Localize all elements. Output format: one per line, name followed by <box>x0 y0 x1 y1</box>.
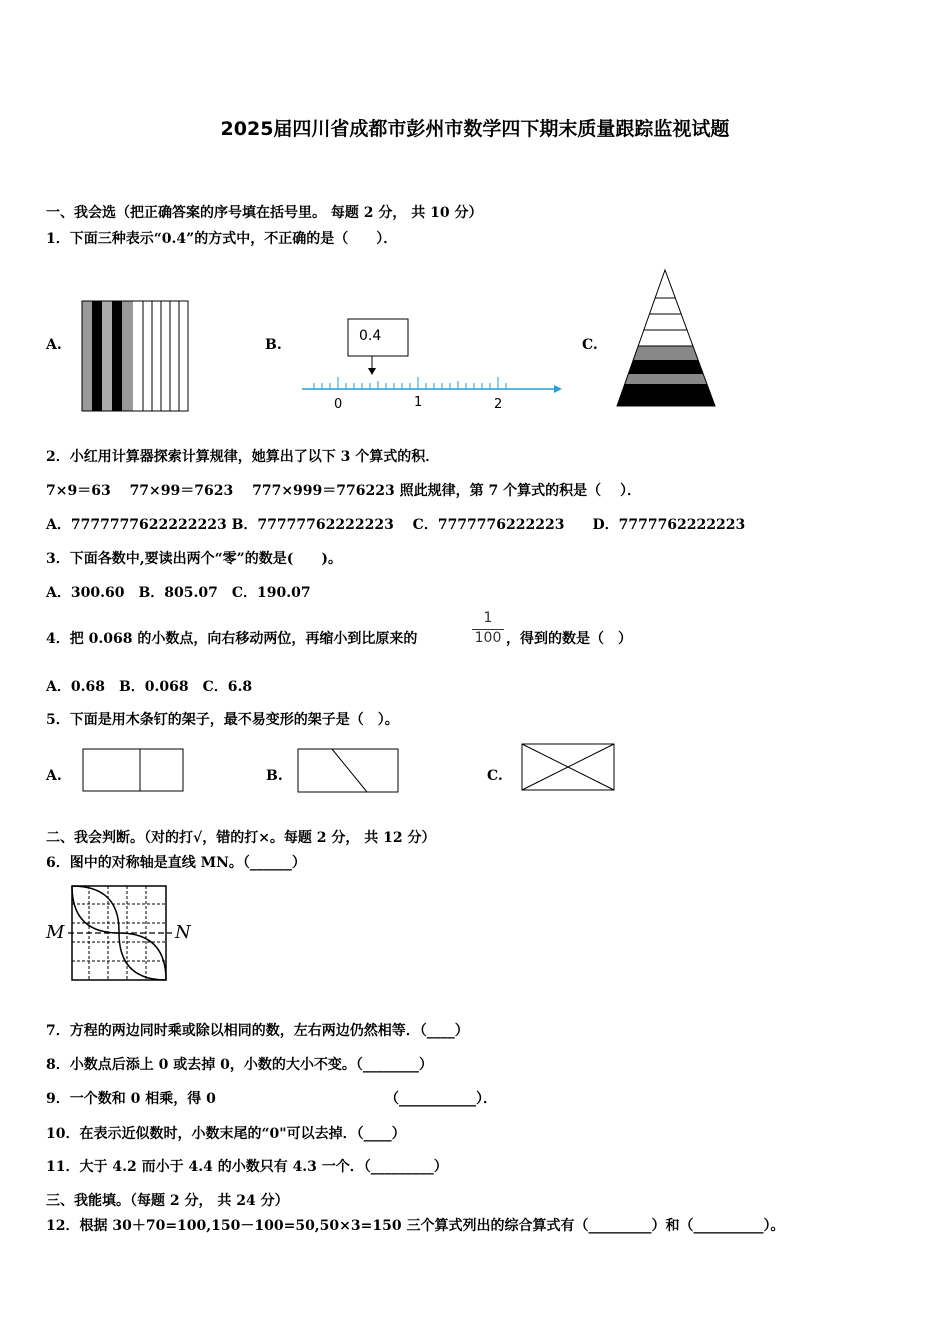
question-3-options: A．300.60 B．805.07 C．190.07 <box>46 585 311 601</box>
question-8-text: 8．小数点后添上 0 或去掉 0，小数的大小不变。（________） <box>46 1057 433 1073</box>
question-7-text: 7．方程的两边同时乘或除以相同的数，左右两边仍然相等．（____） <box>46 1023 469 1039</box>
fraction-denominator: 100 <box>474 630 502 646</box>
section2-header: 二、我会判断。（对的打√，错的打×。每题 2 分， 共 12 分） <box>46 830 436 846</box>
q6-figure-symmetry-grid <box>70 884 168 982</box>
question-2-options: A．7777777622222223 B．77777762222223 C．7777776222223 D．7777762222223 <box>46 517 746 533</box>
question-2-formulas: 7×9＝63 77×99＝7623 777×999＝776223 照此规律，第 7 个算式的积是（ ）． <box>46 483 641 499</box>
number-line-tick-label-1: 1 <box>414 395 423 410</box>
q5-figure-b-diagonal-rectangle <box>297 748 399 793</box>
q1-figure-c-striped-triangle <box>612 268 720 410</box>
question-2-text: 2．小红用计算器探索计算规律，她算出了以下 3 个算式的积． <box>46 449 440 465</box>
number-line-tick-label-2: 2 <box>494 397 503 412</box>
q5-option-a-label: A. <box>46 768 62 784</box>
number-line-tick-label-0: 0 <box>334 397 343 412</box>
page-title: 2025届四川省成都市彭州市数学四下期末质量跟踪监视试题 <box>220 118 730 140</box>
question-6-text: 6．图中的对称轴是直线 MN。（______） <box>46 855 306 871</box>
question-11-text: 11．大于 4.2 而小于 4.4 的小数只有 4.3 一个．（_________） <box>46 1159 448 1175</box>
question-4-text-before: 4．把 0.068 的小数点，向右移动两位，再缩小到比原来的 <box>46 631 418 647</box>
q1-option-c-label: C. <box>582 337 598 353</box>
question-5-text: 5．下面是用木条钉的架子，最不易变形的架子是（ ）。 <box>46 712 399 728</box>
question-3-text: 3．下面各数中,要读出两个“零”的数是( )。 <box>46 551 342 567</box>
q5-figure-a-divided-rectangle <box>82 748 184 792</box>
question-10-text: 10．在表示近似数时，小数末尾的“0"可以去掉．（____） <box>46 1126 406 1142</box>
question-9-text: 9．一个数和 0 相乘，得 0 <box>46 1091 216 1107</box>
section3-header: 三、我能填。（每题 2 分， 共 24 分） <box>46 1193 289 1209</box>
question-9-blank: （___________）． <box>385 1091 497 1107</box>
question-4-options: A．0.68 B．0.068 C．6.8 <box>46 679 253 695</box>
question-1-text: 1．下面三种表示“0.4”的方式中，不正确的是（ ）． <box>46 231 398 247</box>
question-12-text: 12．根据 30＋70=100,150－100=50,50×3=150 三个算式列出的综合算式有（_________）和（__________）。 <box>46 1218 785 1234</box>
q1-figure-a-striped-rectangle <box>80 300 190 412</box>
label-m: M <box>46 922 65 943</box>
q5-option-b-label: B. <box>266 768 283 784</box>
number-line-box-label: 0.4 <box>359 328 382 344</box>
label-n: N <box>175 922 191 943</box>
fraction-numerator: 1 <box>483 610 493 626</box>
q1-option-b-label: B. <box>265 337 282 353</box>
question-4-text-after: ，得到的数是（ ） <box>506 631 632 647</box>
section1-header: 一、我会选（把正确答案的序号填在括号里。 每题 2 分， 共 10 分） <box>46 205 483 221</box>
q5-option-c-label: C. <box>487 768 503 784</box>
q1-option-a-label: A. <box>46 337 62 353</box>
q5-figure-c-crossed-rectangle <box>521 743 615 791</box>
